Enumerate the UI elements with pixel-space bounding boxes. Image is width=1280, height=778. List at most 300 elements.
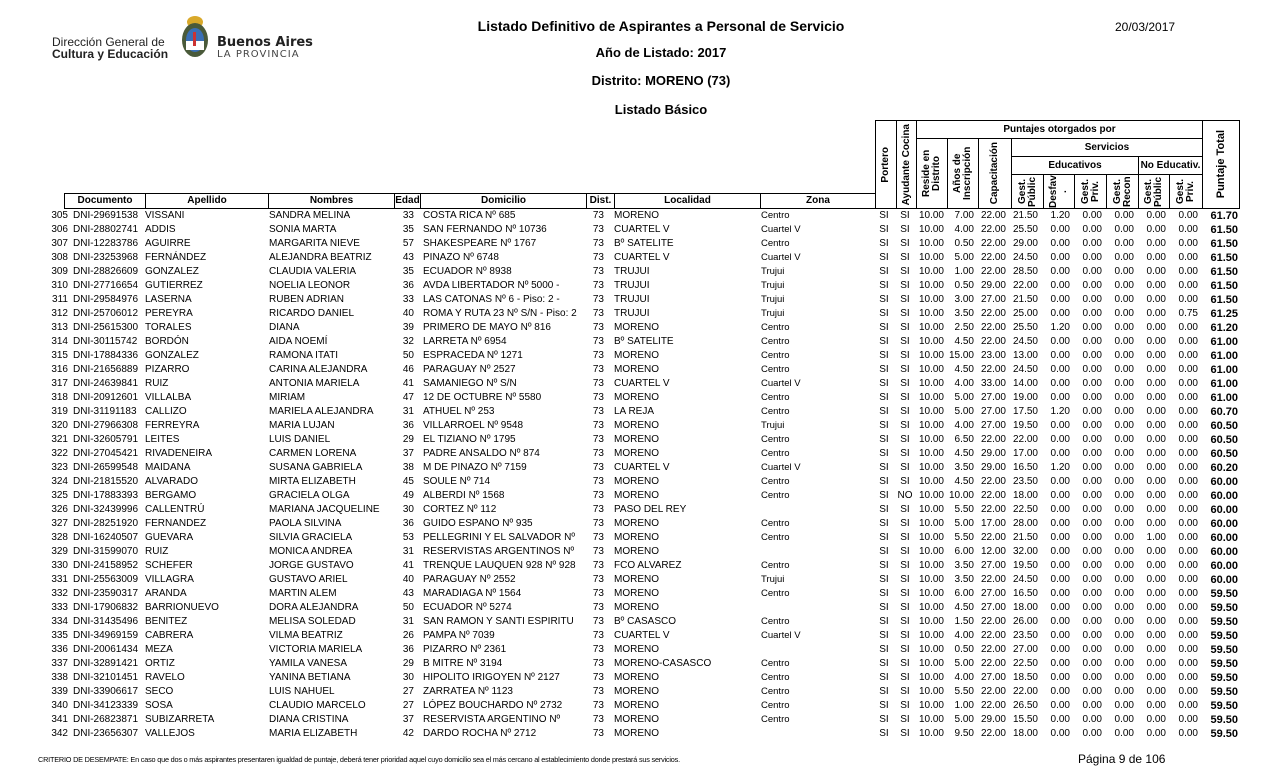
- cell-nombres: MARGARITA NIEVE: [269, 238, 360, 249]
- cell-edad: 41: [402, 560, 414, 571]
- cell-documento: DNI-24158952: [73, 560, 139, 571]
- cell-documento: DNI-29584976: [73, 294, 139, 305]
- cell-nombres: RUBEN ADRIAN: [269, 294, 345, 305]
- cell-gest-priv: 0.00: [1082, 420, 1102, 431]
- cell-localidad: MORENO: [614, 644, 659, 655]
- cell-apellido: AGUIRRE: [145, 238, 191, 249]
- cell-nombres: MARIELA ALEJANDRA: [269, 406, 374, 417]
- cell-domicilio: LAS CATONAS Nº 6 - Piso: 2 -: [423, 294, 560, 305]
- cell-ne-gest-priv: 0.00: [1178, 728, 1198, 739]
- cell-capacitacion: 27.00: [980, 392, 1006, 403]
- cell-documento: DNI-17883393: [73, 490, 139, 501]
- cell-anios: 4.50: [954, 602, 974, 613]
- cell-capacitacion: 29.00: [980, 462, 1006, 473]
- cell-row-number: 322: [51, 448, 68, 459]
- cell-anios: 5.00: [954, 406, 974, 417]
- cell-nombres: CLAUDIO MARCELO: [269, 700, 366, 711]
- cell-desfav: 0.00: [1050, 546, 1070, 557]
- cell-anios: 4.00: [954, 672, 974, 683]
- cell-ne-gest-priv: 0.00: [1178, 238, 1198, 249]
- cell-ne-gest-publica: 0.00: [1146, 322, 1166, 333]
- cell-puntaje-total: 61.00: [1210, 350, 1238, 362]
- cell-apellido: VISSANI: [145, 210, 185, 221]
- cell-reside: 10.00: [918, 266, 944, 277]
- cell-capacitacion: 22.00: [980, 728, 1006, 739]
- cell-zona: Centro: [761, 434, 790, 445]
- cell-ne-gest-publica: 0.00: [1146, 238, 1166, 249]
- cell-apellido: FERREYRA: [145, 420, 200, 431]
- cell-edad: 33: [402, 294, 414, 305]
- cell-edad: 29: [402, 434, 414, 445]
- cell-gest-recon: 0.00: [1114, 210, 1134, 221]
- cell-documento: DNI-32101451: [73, 672, 139, 683]
- cell-edad: 33: [402, 210, 414, 221]
- cell-reside: 10.00: [918, 588, 944, 599]
- cell-nombres: MONICA ANDREA: [269, 546, 353, 557]
- cell-localidad: MORENO-CASASCO: [614, 658, 712, 669]
- cell-gest-publica: 27.00: [1012, 644, 1038, 655]
- cell-row-number: 332: [51, 588, 68, 599]
- cell-apellido: PIZARRO: [145, 364, 190, 375]
- cell-ne-gest-publica: 0.00: [1146, 630, 1166, 641]
- cell-zona: Centro: [761, 490, 790, 501]
- cell-edad: 37: [402, 714, 414, 725]
- cell-documento: DNI-28826609: [73, 266, 139, 277]
- cell-reside: 10.00: [918, 350, 944, 361]
- cell-ne-gest-publica: 0.00: [1146, 658, 1166, 669]
- cell-documento: DNI-31191183: [73, 406, 137, 417]
- cell-ne-gest-publica: 0.00: [1146, 350, 1166, 361]
- cell-puntaje-total: 61.50: [1210, 266, 1238, 278]
- cell-anios: 5.00: [954, 658, 974, 669]
- cell-documento: DNI-20912601: [73, 392, 139, 403]
- cell-gest-publica: 29.00: [1012, 238, 1038, 249]
- col-total-label: Puntaje Total: [1215, 130, 1227, 199]
- cell-desfav: 1.20: [1050, 210, 1070, 221]
- cell-edad: 31: [402, 546, 414, 557]
- cell-portero: SI: [879, 532, 889, 543]
- cell-apellido: TORALES: [145, 322, 192, 333]
- cell-puntaje-total: 61.50: [1210, 224, 1238, 236]
- cell-gest-publica: 21.50: [1012, 532, 1038, 543]
- cell-nombres: YANINA BETIANA: [269, 672, 351, 683]
- cell-dist: 73: [592, 448, 604, 459]
- cell-documento: DNI-17906832: [73, 602, 139, 613]
- cell-anios: 6.50: [954, 434, 974, 445]
- cell-ne-gest-priv: 0.00: [1178, 546, 1198, 557]
- cell-ne-gest-publica: 0.00: [1146, 574, 1166, 585]
- cell-puntaje-total: 61.00: [1210, 378, 1238, 390]
- cell-ne-gest-publica: 0.00: [1146, 448, 1166, 459]
- cell-gest-publica: 17.00: [1012, 448, 1038, 459]
- cell-apellido: SOSA: [145, 700, 173, 711]
- cell-nombres: NOELIA LEONOR: [269, 280, 351, 291]
- cell-dist: 73: [592, 336, 604, 347]
- col-group-puntajes: Puntajes otorgados por: [916, 120, 1203, 139]
- cell-puntaje-total: 59.50: [1210, 602, 1238, 614]
- cell-reside: 10.00: [918, 574, 944, 585]
- province-subtitle: LA PROVINCIA: [217, 49, 300, 60]
- cell-ayudante-cocina: SI: [900, 574, 910, 585]
- cell-capacitacion: 22.00: [980, 336, 1006, 347]
- cell-reside: 10.00: [918, 602, 944, 613]
- cell-zona: Centro: [761, 700, 790, 711]
- cell-row-number: 311: [52, 294, 68, 305]
- cell-desfav: 0.00: [1050, 504, 1070, 515]
- cell-ayudante-cocina: SI: [900, 476, 910, 487]
- cell-domicilio: PARAGUAY Nº 2552: [423, 574, 516, 585]
- cell-gest-priv: 0.00: [1082, 504, 1102, 515]
- cell-ayudante-cocina: SI: [900, 266, 910, 277]
- cell-apellido: BENITEZ: [145, 616, 188, 627]
- cell-row-number: 341: [51, 714, 68, 725]
- cell-apellido: RIVADENEIRA: [145, 448, 213, 459]
- cell-localidad: CUARTEL V: [614, 630, 670, 641]
- cell-reside: 10.00: [918, 294, 944, 305]
- cell-apellido: VALLEJOS: [145, 728, 195, 739]
- cell-reside: 10.00: [918, 672, 944, 683]
- cell-ayudante-cocina: SI: [900, 644, 910, 655]
- cell-portero: SI: [879, 280, 889, 291]
- cell-documento: DNI-23590317: [73, 588, 139, 599]
- cell-domicilio: GUIDO ESPANO Nº 935: [423, 518, 533, 529]
- cell-nombres: ALEJANDRA BEATRIZ: [269, 252, 372, 263]
- cell-ne-gest-publica: 0.00: [1146, 672, 1166, 683]
- cell-reside: 10.00: [918, 392, 944, 403]
- cell-documento: DNI-32891421: [73, 658, 139, 669]
- cell-desfav: 0.00: [1050, 378, 1070, 389]
- cell-reside: 10.00: [918, 504, 944, 515]
- cell-anios: 7.00: [954, 210, 974, 221]
- col-ne-gest-priv-label: Gest. Priv.: [1175, 179, 1196, 205]
- cell-edad: 37: [402, 448, 414, 459]
- cell-nombres: MARIANA JACQUELINE: [269, 504, 380, 515]
- cell-localidad: MORENO: [614, 350, 659, 361]
- cell-row-number: 328: [51, 532, 68, 543]
- cell-ne-gest-priv: 0.00: [1178, 420, 1198, 431]
- cell-localidad: MORENO: [614, 546, 659, 557]
- cell-documento: DNI-32439996: [73, 504, 139, 515]
- cell-desfav: 0.00: [1050, 448, 1070, 459]
- cell-row-number: 327: [51, 518, 68, 529]
- cell-capacitacion: 22.00: [980, 434, 1006, 445]
- cell-capacitacion: 27.00: [980, 560, 1006, 571]
- col-anios-label: Años de Inscripción: [952, 146, 973, 201]
- cell-puntaje-total: 60.00: [1210, 518, 1238, 530]
- cell-dist: 73: [592, 238, 604, 249]
- cell-localidad: CUARTEL V: [614, 252, 670, 263]
- cell-desfav: 0.00: [1050, 224, 1070, 235]
- cell-desfav: 0.00: [1050, 644, 1070, 655]
- col-gest-recon: [1106, 174, 1139, 209]
- cell-ne-gest-publica: 0.00: [1146, 644, 1166, 655]
- cell-domicilio: PARAGUAY Nº 2527: [423, 364, 516, 375]
- cell-gest-recon: 0.00: [1114, 588, 1134, 599]
- cell-desfav: 0.00: [1050, 238, 1070, 249]
- cell-zona: Trujui: [761, 294, 785, 305]
- cell-nombres: JORGE GUSTAVO: [269, 560, 354, 571]
- cell-ne-gest-priv: 0.00: [1178, 504, 1198, 515]
- cell-dist: 73: [592, 406, 604, 417]
- cell-domicilio: LARRETA Nº 6954: [423, 336, 507, 347]
- cell-desfav: 0.00: [1050, 336, 1070, 347]
- cell-nombres: MARTIN ALEM: [269, 588, 337, 599]
- col-apellido: Apellido: [145, 193, 269, 209]
- cell-apellido: LEITES: [145, 434, 180, 445]
- cell-apellido: FERNÁNDEZ: [145, 252, 207, 263]
- cell-nombres: LUIS DANIEL: [269, 434, 331, 445]
- cell-zona: Centro: [761, 616, 790, 627]
- cell-ayudante-cocina: SI: [900, 420, 910, 431]
- cell-ayudante-cocina: SI: [900, 364, 910, 375]
- cell-domicilio: ATHUEL Nº 253: [423, 406, 495, 417]
- cell-domicilio: ROMA Y RUTA 23 Nº S/N - Piso: 2: [423, 308, 577, 319]
- cell-portero: SI: [879, 406, 889, 417]
- cell-localidad: MORENO: [614, 588, 659, 599]
- cell-gest-publica: 32.00: [1012, 546, 1038, 557]
- cell-puntaje-total: 60.00: [1210, 532, 1238, 544]
- cell-documento: DNI-30115742: [73, 336, 138, 347]
- cell-row-number: 313: [51, 322, 68, 333]
- cell-dist: 73: [592, 700, 604, 711]
- cell-gest-publica: 18.00: [1012, 490, 1038, 501]
- cell-reside: 10.00: [918, 532, 944, 543]
- cell-gest-priv: 0.00: [1082, 476, 1102, 487]
- cell-edad: 53: [402, 532, 414, 543]
- cell-nombres: DIANA CRISTINA: [269, 714, 349, 725]
- cell-capacitacion: 27.00: [980, 420, 1006, 431]
- cell-gest-recon: 0.00: [1114, 280, 1134, 291]
- cell-apellido: BORDÓN: [145, 336, 189, 347]
- col-puntaje-total: [1202, 120, 1240, 209]
- cell-ayudante-cocina: SI: [900, 308, 910, 319]
- cell-anios: 5.50: [954, 686, 974, 697]
- cell-row-number: 316: [51, 364, 68, 375]
- cell-apellido: ADDIS: [145, 224, 176, 235]
- cell-domicilio: PADRE ANSALDO Nº 874: [423, 448, 540, 459]
- cell-ayudante-cocina: SI: [900, 280, 910, 291]
- cell-domicilio: PINAZO Nº 6748: [423, 252, 499, 263]
- cell-localidad: MORENO: [614, 574, 659, 585]
- cell-anios: 4.00: [954, 224, 974, 235]
- col-localidad: Localidad: [614, 193, 761, 209]
- cell-ne-gest-publica: 0.00: [1146, 434, 1166, 445]
- cell-puntaje-total: 60.00: [1210, 504, 1238, 516]
- cell-edad: 30: [402, 504, 414, 515]
- cell-documento: DNI-27716654: [73, 280, 139, 291]
- cell-row-number: 318: [51, 392, 68, 403]
- cell-ayudante-cocina: SI: [900, 560, 910, 571]
- cell-gest-recon: 0.00: [1114, 518, 1134, 529]
- cell-puntaje-total: 60.00: [1210, 476, 1238, 488]
- cell-localidad: MORENO: [614, 210, 659, 221]
- cell-localidad: CUARTEL V: [614, 378, 670, 389]
- cell-portero: SI: [879, 322, 889, 333]
- cell-reside: 10.00: [918, 714, 944, 725]
- cell-row-number: 319: [51, 406, 68, 417]
- cell-ne-gest-priv: 0.00: [1178, 658, 1198, 669]
- cell-apellido: RAVELO: [145, 672, 185, 683]
- cell-nombres: MELISA SOLEDAD: [269, 616, 356, 627]
- col-portero: [875, 120, 897, 209]
- cell-reside: 10.00: [918, 224, 944, 235]
- cell-zona: [761, 601, 875, 615]
- cell-anios: 0.50: [954, 644, 974, 655]
- cell-nombres: AIDA NOEMÍ: [269, 336, 328, 347]
- cell-ne-gest-priv: 0.00: [1178, 392, 1198, 403]
- cell-ayudante-cocina: SI: [900, 686, 910, 697]
- cell-desfav: 0.00: [1050, 476, 1070, 487]
- cell-row-number: 306: [51, 224, 68, 235]
- cell-portero: SI: [879, 378, 889, 389]
- cell-documento: DNI-29691538: [73, 210, 139, 221]
- cell-reside: 10.00: [918, 630, 944, 641]
- report-list-type: Listado Básico: [614, 102, 708, 117]
- cell-edad: 36: [402, 420, 414, 431]
- cell-dist: 73: [592, 658, 604, 669]
- cell-portero: SI: [879, 476, 889, 487]
- cell-documento: DNI-26823871: [73, 714, 139, 725]
- cell-gest-priv: 0.00: [1082, 322, 1102, 333]
- cell-gest-publica: 22.00: [1012, 686, 1038, 697]
- cell-edad: 36: [402, 518, 414, 529]
- cell-puntaje-total: 59.50: [1210, 728, 1238, 740]
- cell-portero: SI: [879, 644, 889, 655]
- cell-ne-gest-publica: 1.00: [1146, 532, 1166, 543]
- col-group-servicios: Servicios: [1011, 138, 1203, 157]
- cell-gest-recon: 0.00: [1114, 434, 1134, 445]
- cell-gest-priv: 0.00: [1082, 224, 1102, 235]
- cell-dist: 73: [592, 714, 604, 725]
- cell-zona: Trujui: [761, 308, 785, 319]
- cell-gest-recon: 0.00: [1114, 700, 1134, 711]
- cell-localidad: Bº SATELITE: [614, 336, 674, 347]
- cell-capacitacion: 22.00: [980, 532, 1006, 543]
- cell-domicilio: MARADIAGA Nº 1564: [423, 588, 522, 599]
- cell-gest-publica: 19.00: [1012, 392, 1038, 403]
- cell-edad: 32: [402, 336, 414, 347]
- cell-zona: Centro: [761, 518, 790, 529]
- cell-edad: 43: [402, 588, 414, 599]
- cell-nombres: CARINA ALEJANDRA: [269, 364, 368, 375]
- cell-row-number: 305: [51, 210, 68, 221]
- cell-domicilio: SAMANIEGO Nº S/N: [423, 378, 517, 389]
- cell-reside: 10.00: [918, 728, 944, 739]
- cell-capacitacion: 33.00: [980, 378, 1006, 389]
- cell-desfav: 0.00: [1050, 728, 1070, 739]
- cell-gest-recon: 0.00: [1114, 504, 1134, 515]
- cell-portero: SI: [879, 266, 889, 277]
- report-year: Año de Listado: 2017: [595, 45, 727, 60]
- cell-ne-gest-priv: 0.00: [1178, 224, 1198, 235]
- cell-portero: SI: [879, 448, 889, 459]
- cell-dist: 73: [592, 672, 604, 683]
- cell-gest-recon: 0.00: [1114, 406, 1134, 417]
- cell-domicilio: ESPRACEDA Nº 1271: [423, 350, 523, 361]
- cell-ayudante-cocina: SI: [900, 350, 910, 361]
- cell-row-number: 312: [51, 308, 68, 319]
- cell-localidad: MORENO: [614, 392, 659, 403]
- cell-anios: 5.50: [954, 504, 974, 515]
- cell-puntaje-total: 59.50: [1210, 686, 1238, 698]
- cell-gest-recon: 0.00: [1114, 336, 1134, 347]
- cell-gest-recon: 0.00: [1114, 602, 1134, 613]
- cell-row-number: 336: [51, 644, 68, 655]
- cell-localidad: MORENO: [614, 490, 659, 501]
- cell-portero: SI: [879, 434, 889, 445]
- cell-localidad: MORENO: [614, 476, 659, 487]
- cell-gest-priv: 0.00: [1082, 280, 1102, 291]
- cell-reside: 10.00: [918, 420, 944, 431]
- cell-capacitacion: 22.00: [980, 658, 1006, 669]
- col-reside: [916, 138, 948, 209]
- cell-dist: 73: [592, 308, 604, 319]
- cell-documento: DNI-28251920: [73, 518, 139, 529]
- cell-domicilio: M DE PINAZO Nº 7159: [423, 462, 527, 473]
- page-number: Página 9 de 106: [1078, 752, 1166, 766]
- cell-documento: DNI-21656889: [73, 364, 139, 375]
- cell-zona: [761, 643, 875, 657]
- cell-documento: DNI-33906617: [73, 686, 139, 697]
- cell-ayudante-cocina: SI: [900, 616, 910, 627]
- cell-desfav: 0.00: [1050, 532, 1070, 543]
- cell-desfav: 0.00: [1050, 434, 1070, 445]
- cell-desfav: 0.00: [1050, 700, 1070, 711]
- cell-edad: 43: [402, 252, 414, 263]
- cell-gest-publica: 21.50: [1012, 210, 1038, 221]
- cell-zona: Cuartel V: [761, 378, 801, 389]
- cell-localidad: MORENO: [614, 518, 659, 529]
- cell-capacitacion: 29.00: [980, 448, 1006, 459]
- cell-ne-gest-priv: 0.00: [1178, 714, 1198, 725]
- cell-gest-publica: 23.50: [1012, 630, 1038, 641]
- cell-domicilio: PAMPA Nº 7039: [423, 630, 495, 641]
- cell-ne-gest-priv: 0.00: [1178, 364, 1198, 375]
- cell-localidad: FCO ALVAREZ: [614, 560, 682, 571]
- cell-ne-gest-priv: 0.00: [1178, 448, 1198, 459]
- cell-capacitacion: 27.00: [980, 588, 1006, 599]
- cell-gest-recon: 0.00: [1114, 420, 1134, 431]
- cell-row-number: 337: [51, 658, 68, 669]
- cell-row-number: 340: [51, 700, 68, 711]
- cell-zona: Centro: [761, 350, 790, 361]
- cell-gest-priv: 0.00: [1082, 728, 1102, 739]
- cell-capacitacion: 22.00: [980, 644, 1006, 655]
- cell-ne-gest-priv: 0.00: [1178, 252, 1198, 263]
- cell-portero: SI: [879, 714, 889, 725]
- cell-gest-recon: 0.00: [1114, 686, 1134, 697]
- cell-gest-priv: 0.00: [1082, 364, 1102, 375]
- cell-nombres: RAMONA ITATI: [269, 350, 339, 361]
- cell-localidad: MORENO: [614, 448, 659, 459]
- cell-gest-recon: 0.00: [1114, 462, 1134, 473]
- cell-dist: 73: [592, 252, 604, 263]
- cell-zona: Centro: [761, 336, 790, 347]
- cell-nombres: RICARDO DANIEL: [269, 308, 355, 319]
- cell-ne-gest-priv: 0.00: [1178, 322, 1198, 333]
- cell-portero: SI: [879, 490, 889, 501]
- cell-ne-gest-publica: 0.00: [1146, 420, 1166, 431]
- cell-ne-gest-publica: 0.00: [1146, 308, 1166, 319]
- cell-edad: 47: [402, 392, 414, 403]
- cell-gest-publica: 19.50: [1012, 560, 1038, 571]
- cell-gest-priv: 0.00: [1082, 266, 1102, 277]
- cell-nombres: VICTORIA MARIELA: [269, 644, 363, 655]
- cell-ayudante-cocina: SI: [900, 252, 910, 263]
- cell-reside: 10.00: [918, 322, 944, 333]
- cell-anios: 1.00: [954, 266, 974, 277]
- cell-edad: 27: [402, 700, 414, 711]
